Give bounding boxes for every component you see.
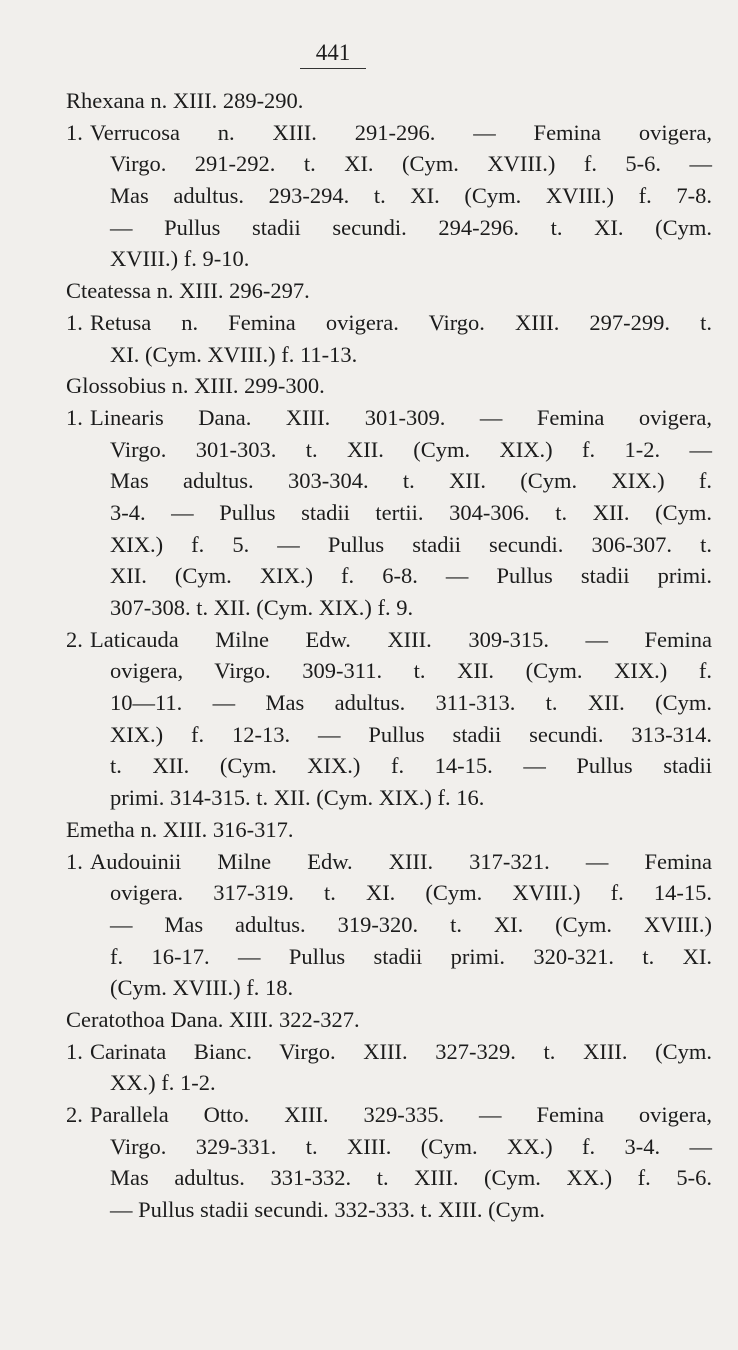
entry-continuation (0, 339, 738, 371)
entry-text: XIX.) f. 12-13. — Pullus stadii secundi. 313-314. (110, 721, 712, 747)
species-number: 1. (66, 1038, 83, 1064)
genus-heading (0, 1004, 738, 1036)
entry-text: Mas adultus. 293-294. t. XI. (Cym. XVIII.) f. 7-8. (110, 183, 712, 209)
entry-continuation (0, 719, 738, 751)
species-entry (0, 846, 738, 878)
genus-heading (0, 275, 738, 307)
entry-continuation (0, 180, 738, 212)
entry-text: Mas adultus. 303-304. t. XII. (Cym. XIX.) f. (110, 468, 712, 494)
species-entry (0, 402, 738, 434)
entry-continuation (0, 148, 738, 180)
entry-text: Audouinii Milne Edw. XIII. 317-321. — Femina (90, 848, 712, 874)
entry-continuation (0, 655, 738, 687)
entry-text: Mas adultus. 331-332. t. XIII. (Cym. XX.) f. 5-6. (110, 1165, 712, 1191)
species-number: 2. (66, 626, 83, 652)
entry-text: Linearis Dana. XIII. 301-309. — Femina ovigera, (90, 404, 712, 430)
species-number: 2. (66, 1102, 83, 1127)
entry-continuation (0, 941, 738, 973)
genus-heading (0, 814, 738, 846)
entry-continuation (0, 434, 738, 466)
entry-continuation (0, 212, 738, 244)
entry-continuation (0, 972, 738, 1004)
entry-continuation (0, 750, 738, 782)
entry-continuation (0, 877, 738, 909)
entry-continuation (0, 687, 738, 719)
entry-continuation (0, 592, 738, 624)
entry-continuation (0, 497, 738, 529)
entry-text: ovigera. 317-319. t. XI. (Cym. XVIII.) f. 14-15. (110, 880, 712, 906)
entry-text: Rhexana n. XIII. 289-290. (66, 88, 304, 113)
species-number: 1. (66, 404, 83, 430)
entry-text: Retusa n. Femina ovigera. Virgo. XIII. 297-299. t. (90, 309, 712, 335)
species-entry (0, 117, 738, 149)
species-number: 1. (66, 309, 83, 335)
entry-continuation (0, 465, 738, 497)
entry-text: XIX.) f. 5. — Pullus stadii secundi. 306-307. t. (110, 531, 712, 557)
entry-text: Virgo. 301-303. t. XII. (Cym. XIX.) f. 1-2. — (110, 436, 712, 462)
entry-text: XI. (Cym. XVIII.) f. 11-13. (110, 341, 358, 367)
genus-heading (0, 85, 738, 117)
entry-text: (Cym. XVIII.) f. 18. (110, 975, 294, 1001)
entry-text: Cteatessa n. XIII. 296-297. (66, 278, 310, 304)
species-entry (0, 1099, 738, 1131)
entry-text: Virgo. 329-331. t. XIII. (Cym. XX.) f. 3-4. — (110, 1133, 712, 1159)
entry-continuation (0, 1162, 738, 1194)
entry-text: Glossobius n. XIII. 299-300. (66, 373, 325, 399)
genus-heading (0, 370, 738, 402)
entry-text: Parallela Otto. XIII. 329-335. — Femina ovigera, (90, 1102, 712, 1127)
entry-text: Virgo. 291-292. t. XI. (Cym. XVIII.) f. 5-6. — (110, 151, 712, 177)
species-number: 1. (66, 848, 83, 874)
species-number: 1. (66, 119, 83, 145)
species-entry (0, 1036, 738, 1068)
entry-text: — Mas adultus. 319-320. t. XI. (Cym. XVIII.) (110, 911, 712, 937)
entry-text: — Pullus stadii secundi. 294-296. t. XI. (Cym. (110, 214, 712, 240)
entry-text: t. XII. (Cym. XIX.) f. 14-15. — Pullus stadii (110, 753, 712, 779)
species-entry (0, 307, 738, 339)
entry-continuation (0, 560, 738, 592)
entry-text: primi. 314-315. t. XII. (Cym. XIX.) f. 16. (110, 785, 485, 811)
entry-continuation (0, 243, 738, 275)
entry-continuation (0, 782, 738, 814)
entry-text: XVIII.) f. 9-10. (110, 246, 250, 272)
index-entries (0, 85, 738, 1226)
entry-text: 3-4. — Pullus stadii tertii. 304-306. t. XII. (Cym. (110, 499, 712, 525)
entry-text: f. 16-17. — Pullus stadii primi. 320-321. t. XI. (110, 943, 712, 969)
page-number: 441 (300, 40, 366, 69)
entry-text: — Pullus stadii secundi. 332-333. t. XIII. (Cym. (110, 1197, 545, 1223)
entry-continuation (0, 1194, 738, 1226)
entry-text: Emetha n. XIII. 316-317. (66, 816, 294, 842)
entry-text: ovigera, Virgo. 309-311. t. XII. (Cym. XIX.) f. (110, 658, 712, 684)
entry-text: Carinata Bianc. Virgo. XIII. 327-329. t. XIII. (Cym. (90, 1038, 712, 1064)
entry-text: 10—11. — Mas adultus. 311-313. t. XII. (Cym. (110, 690, 712, 716)
entry-continuation (0, 1067, 738, 1099)
entry-continuation (0, 529, 738, 561)
entry-text: Verrucosa n. XIII. 291-296. — Femina ovigera, (90, 119, 712, 145)
entry-continuation (0, 909, 738, 941)
entry-text: Laticauda Milne Edw. XIII. 309-315. — Femina (90, 626, 712, 652)
entry-continuation (0, 1131, 738, 1163)
entry-text: XII. (Cym. XIX.) f. 6-8. — Pullus stadii primi. (110, 563, 712, 589)
entry-text: 307-308. t. XII. (Cym. XIX.) f. 9. (110, 595, 414, 620)
entry-text: XX.) f. 1-2. (110, 1070, 216, 1096)
species-entry (0, 624, 738, 656)
entry-text: Ceratothoa Dana. XIII. 322-327. (66, 1006, 360, 1032)
